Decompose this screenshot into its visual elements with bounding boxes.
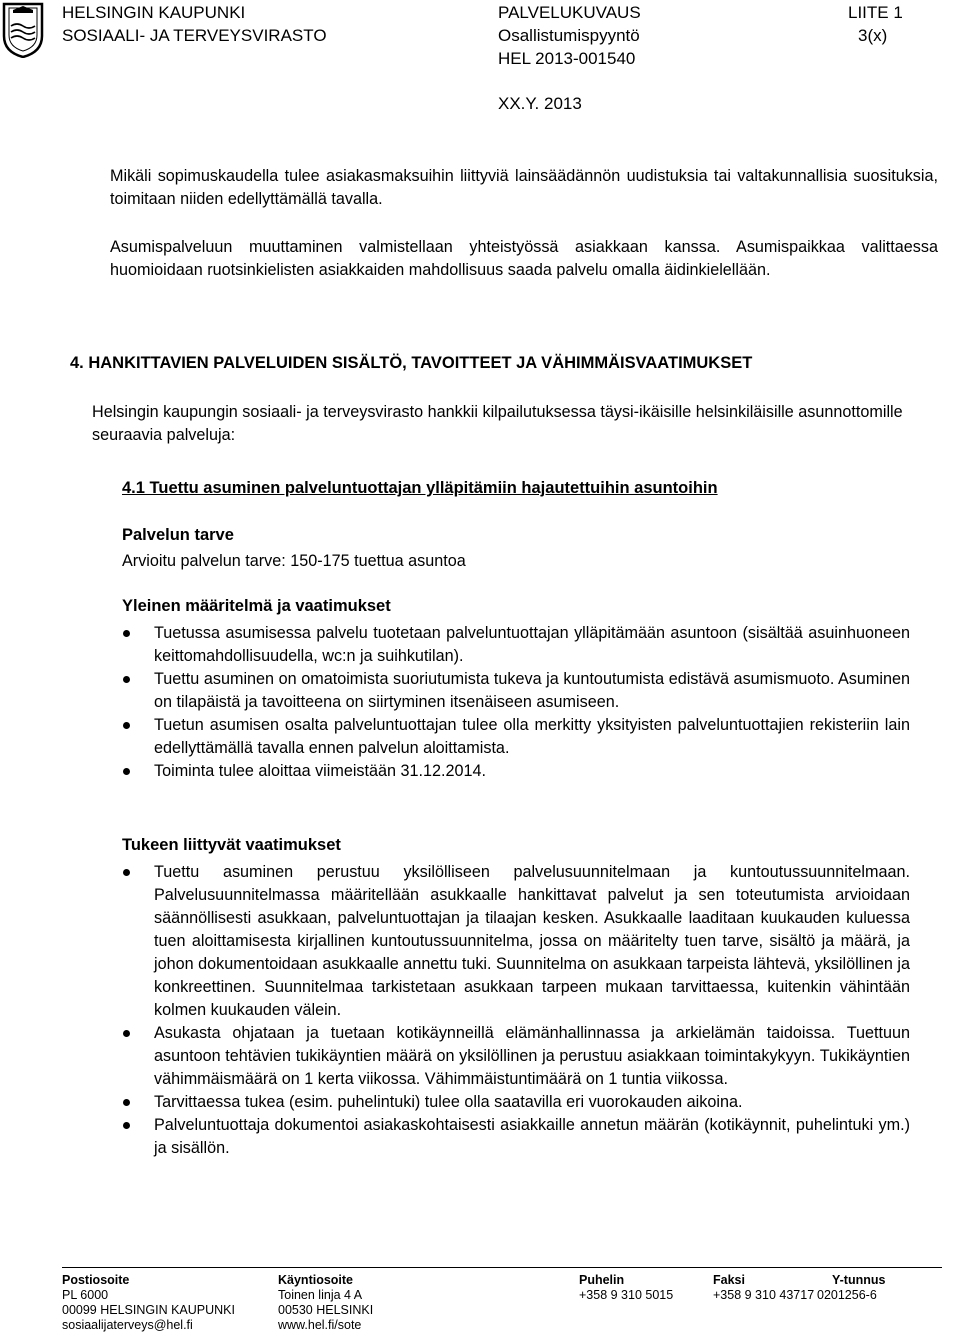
postal-city: 00099 HELSINGIN KAUPUNKI [62,1303,235,1317]
list-item: Tuettu asuminen perustuu yksilölliseen palvelusuunnitelmaan ja kuntoutussuunnitelmaan. Palvelusuunnitelmassa määritellään asukkaalle hankittavat palvelut ja sen toteutumista arvioidaan säännöllisesti asukkaan, palveluntuottajan ja tilaajan kesken. Asukkaalle laaditaan kuukauden kuluessa tuen aloittamisesta kirjallinen kuntoutussuunnitelma, jossa on määritelty tuen tarve, sisältö ja määrä, ja johon dokumentoidaan asukkaalle annettu tuki. Suunnitelma on asukkaan tarpeista lähtevä, yksilöllinen ja konkreettinen. Suunnitelmaa tarkistetaan asukkaan tarpeen mukaan tarvittaessa, kuitenkin vähintään kolmen kuukauden välein. [122,861,910,1022]
paragraph-moving: Asumispalveluun muuttaminen valmistellaan yhteistyössä asiakkaan kanssa. Asumispaikkaa valittaessa huomioidaan ruotsinkielisten asiakkaiden mahdollisuus saada palvelu omalla äidinkielellään. [110,238,938,279]
support-requirements-heading: Tukeen liittyvät vaatimukset [122,836,341,854]
fax-number: +358 9 310 43717 [713,1288,815,1302]
list-item: Tuettu asuminen on omatoimista suoriutumista tukeva ja kuntoutumista edistävä asumismuoto. Asuminen on tilapäistä ja tavoitteena on siirtyminen itsenäiseen asumiseen. [122,668,910,714]
footer-ytunnus-label: Y-tunnus [832,1273,886,1287]
list-item: Tarvittaessa tukea (esim. puhelintuki) tulee olla saatavilla eri vuorokauden aikoina. [122,1091,910,1114]
postal-box: PL 6000 [62,1288,109,1302]
footer-fax [713,1273,814,1303]
visit-city: 00530 HELSINKI [278,1303,374,1317]
website-link: www.hel.fi/sote [278,1318,362,1332]
footer-divider [62,1267,942,1268]
service-need-heading: Palvelun tarve [122,526,234,544]
visit-label: Käyntiosoite [278,1273,354,1287]
footer-ytunnus-value: 0201256-6 [817,1288,877,1302]
helsinki-crest-logo [2,2,44,58]
list-item: Asukasta ohjataan ja tuetaan kotikäynneillä elämänhallinnassa ja arkielämän taidoissa. Tuettuun asuntoon tehtävien tukikäyntien määrä on yksilöllinen ja perustuu asiakkaan toimintakykyyn. Tukikäyntien vähimmäismäärä on 1 kerta viikossa. Vähimmäistuntimäärä on 1 tuntia viikossa. [122,1022,910,1091]
section-4-1-heading: 4.1 Tuettu asuminen palveluntuottajan ylläpitämiin hajautettuihin asuntoihin [122,479,718,497]
list-item: Toiminta tulee aloittaa viimeistään 31.12.2014. [122,760,910,783]
attachment-label: LIITE 1 [848,3,903,22]
document-type: PALVELUKUVAUS [498,3,641,22]
department-name: SOSIAALI- JA TERVEYSVIRASTO [62,26,327,45]
footer-phone [579,1273,673,1303]
list-item: Tuetussa asumisessa palvelu tuotetaan palveluntuottajan ylläpitämään asuntoon (sisältää asuinhuoneen keittomahdollisuudella, wc:n ja suihkutilan). [122,622,910,668]
support-requirements-list [122,861,910,1160]
general-requirements-list [122,622,910,783]
section-4-intro: Helsingin kaupungin sosiaali- ja terveysvirasto hankkii kilpailutuksessa täysi-ikäisille helsinkiläisille asunnottomille seuraavia palveluja: [92,403,903,444]
phone-number: +358 9 310 5015 [579,1288,674,1302]
document-date: XX.Y. 2013 [498,94,582,113]
section-4-heading: 4. HANKITTAVIEN PALVELUIDEN SISÄLTÖ, TAVOITTEET JA VÄHIMMÄISVAATIMUKSET [70,354,753,372]
document-number: HEL 2013-001540 [498,49,636,68]
contact-email: sosiaalijaterveys@hel.fi [62,1318,193,1332]
general-requirements-heading: Yleinen määritelmä ja vaatimukset [122,597,391,615]
footer-visit [278,1273,373,1333]
document-subtype: Osallistumispyyntö [498,26,640,45]
organization-name: HELSINGIN KAUPUNKI [62,3,246,22]
visit-street: Toinen linja 4 A [278,1288,363,1302]
fax-label: Faksi [713,1273,745,1287]
page-number: 3(x) [858,26,888,45]
service-need-text: Arvioitu palvelun tarve: 150-175 tuettua asuntoa [122,552,466,570]
paragraph-fees: Mikäli sopimuskaudella tulee asiakasmaksuihin liittyviä lainsäädännön uudistuksia tai valtakunnallisia suosituksia, toimitaan niiden edellyttämällä tavalla. [110,167,938,208]
list-item: Palveluntuottaja dokumentoi asiakaskohtaisesti asiakkaille annetun määrän (kotikäynnit, puhelintuki ym.) ja sisällön. [122,1114,910,1160]
list-item: Tuetun asumisen osalta palveluntuottajan tulee olla merkitty yksityisten palveluntuottajien rekisteriin lain edellyttämällä tavalla ennen palvelun aloittamista. [122,714,910,760]
postal-label: Postiosoite [62,1273,130,1287]
phone-label: Puhelin [579,1273,625,1287]
footer-postal [62,1273,235,1333]
